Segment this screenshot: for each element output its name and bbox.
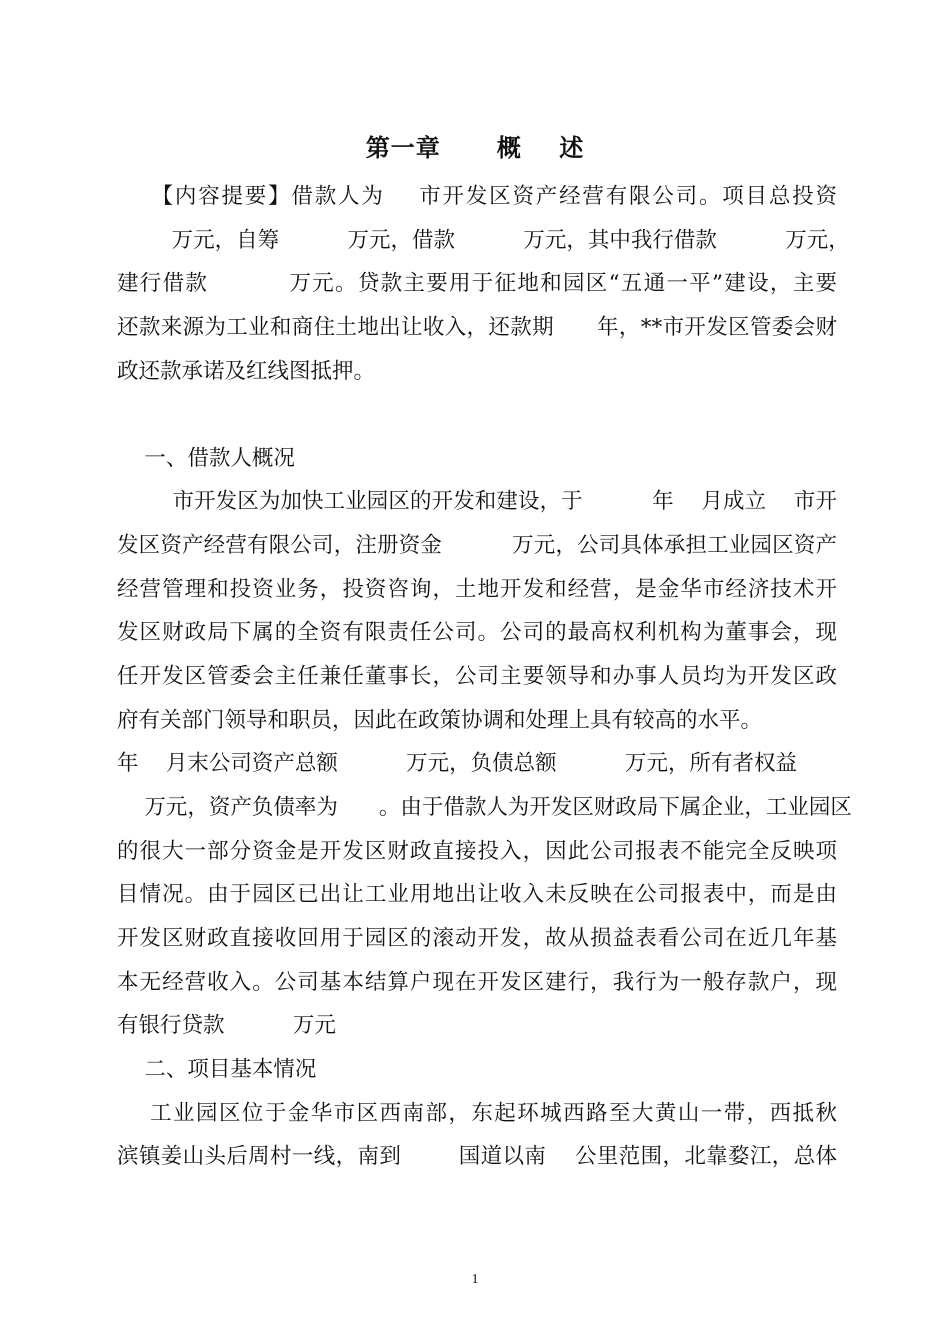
body-line-7: 年 月末公司资产总额 万元，负债总额 万元，所有者权益	[117, 751, 798, 776]
body-line-1: 市开发区为加快工业园区的开发和建设，于 年 月成立 市开	[117, 489, 837, 514]
body-line-4: 发区财政局下属的全资有限责任公司。公司的最高权利机构为董事会，现	[117, 620, 837, 645]
chapter-title: 第一章 概 述	[365, 134, 585, 162]
project-line-2: 滨镇姜山头后周村一线，南到 国道以南 公里范围，北靠婺江，总体	[117, 1144, 837, 1169]
body-line-3: 经营管理和投资业务，投资咨询，土地开发和经营，是金华市经济技术开	[117, 577, 837, 602]
body-line-12: 本无经营收入。公司基本结算户现在开发区建行，我行为一般存款户，现	[117, 970, 837, 995]
summary-line-2: 万元，自筹 万元，借款 万元，其中我行借款 万元，	[117, 228, 850, 253]
body-line-5: 任开发区管委会主任兼任董事长，公司主要领导和办事人员均为开发区政	[117, 664, 837, 689]
summary-line-5: 政还款承诺及红线图抵押。	[117, 359, 376, 384]
body-line-8: 万元，资产负债率为 。由于借款人为开发区财政局下属企业，工业园区	[117, 795, 852, 820]
body-line-13: 有银行贷款 万元	[117, 1013, 336, 1038]
page-number: 1	[471, 1272, 479, 1287]
body-line-9: 的很大一部分资金是开发区财政直接投入，因此公司报表不能完全反映项	[117, 839, 837, 864]
summary-line-1: 【内容提要】借款人为 市开发区资产经营有限公司。项目总投资	[117, 184, 837, 209]
section-heading-project: 二、项目基本情况	[117, 1057, 317, 1082]
project-line-1: 工业园区位于金华市区西南部，东起环城西路至大黄山一带，西抵秋	[117, 1101, 837, 1126]
body-line-2: 发区资产经营有限公司，注册资金 万元，公司具体承担工业园区资产	[117, 533, 837, 558]
summary-line-3: 建行借款 万元。贷款主要用于征地和园区“五通一平”建设，主要	[117, 271, 837, 296]
body-line-10: 目情况。由于园区已出让工业用地出让收入未反映在公司报表中，而是由	[117, 882, 837, 907]
body-line-6: 府有关部门领导和职员，因此在政策协调和处理上具有较高的水平。	[117, 708, 763, 733]
summary-line-4: 还款来源为工业和商住土地出让收入，还款期 年，**市开发区管委会财	[117, 315, 837, 340]
section-heading-borrower: 一、借款人概况	[117, 446, 295, 471]
body-line-11: 开发区财政直接收回用于园区的滚动开发，故从损益表看公司在近几年基	[117, 926, 837, 951]
